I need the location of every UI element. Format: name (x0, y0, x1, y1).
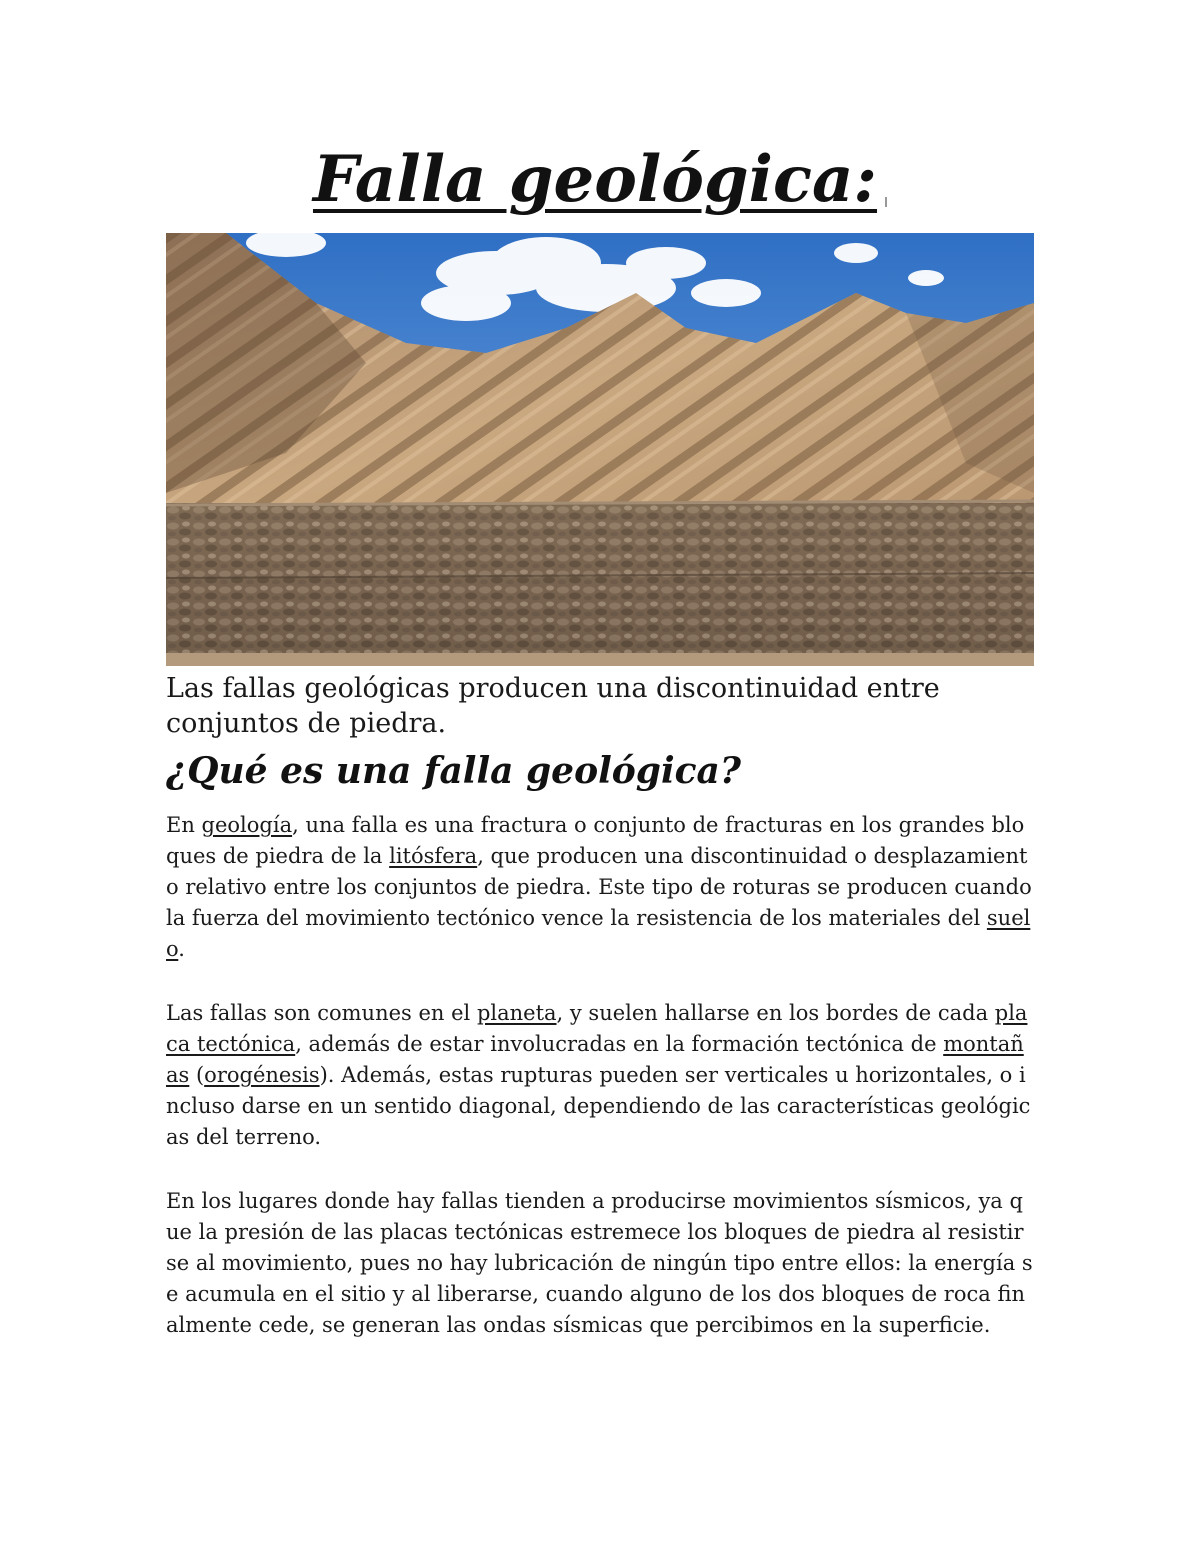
link-suelo[interactable]: suelo (166, 906, 1031, 961)
mountain-photo-illustration (166, 233, 1034, 666)
link-montanas[interactable]: montañas (166, 1032, 1024, 1087)
paragraph-1-text-1: En (166, 813, 202, 837)
page-title-text: Falla geológica: (312, 142, 878, 217)
link-litosfera[interactable]: litósfera (389, 844, 478, 868)
link-placa-tectonica[interactable]: placa tectónica (166, 1001, 1028, 1056)
image-caption: Las fallas geológicas producen una discontinuidad entre conjuntos de piedra. (166, 673, 940, 739)
link-planeta[interactable]: planeta (476, 1001, 557, 1025)
paragraph-2-text-3: , además de estar involucradas en la formación tectónica de (295, 1032, 944, 1056)
ground (166, 653, 1034, 666)
mountain-photo (166, 233, 1034, 666)
paragraph-2 (166, 998, 1034, 1153)
paragraph-1-text-3: , que producen una discontinuidad o desplazamiento relativo entre los conjuntos de piedra. Este tipo de roturas se producen cuando la fuerza del movimiento tectónico vence la resistencia de los materiales del (166, 844, 1032, 930)
paragraph-2-text-4: ( (189, 1063, 205, 1087)
paragraph-2-text-5: ). Además, estas rupturas pueden ser verticales u horizontales, o incluso darse en un sentido diagonal, dependiendo de las características geológicas del terreno. (166, 1063, 1031, 1149)
paragraph-1-text-4: . (178, 937, 185, 961)
paragraph-1-text-2: , una falla es una fractura o conjunto de fracturas en los grandes bloques de piedra de la (166, 813, 1025, 868)
link-orogenesis[interactable]: orogénesis (204, 1063, 320, 1087)
text-cursor-mark (885, 197, 887, 207)
paragraph-1 (166, 810, 1034, 965)
page-title (166, 140, 1034, 220)
paragraph-3: En los lugares donde hay fallas tienden a producirse movimientos sísmicos, ya que la presión de las placas tectónicas estremece los bloques de piedra al resistirse al movimiento, pues no hay lubricación de ningún tipo entre ellos: la energía se acumula en el sitio y al liberarse, cuando alguno de los dos bloques de roca finalmente cede, se generan las ondas sísmicas que percibimos en la superficie. (166, 1189, 1033, 1337)
paragraph-2-text-2: , y suelen hallarse en los bordes de cada (556, 1001, 995, 1025)
section-heading: ¿Qué es una falla geológica? (166, 750, 741, 792)
link-geologia[interactable]: geología (201, 813, 293, 837)
paragraph-2-text-1: Las fallas son comunes en el (166, 1001, 477, 1025)
